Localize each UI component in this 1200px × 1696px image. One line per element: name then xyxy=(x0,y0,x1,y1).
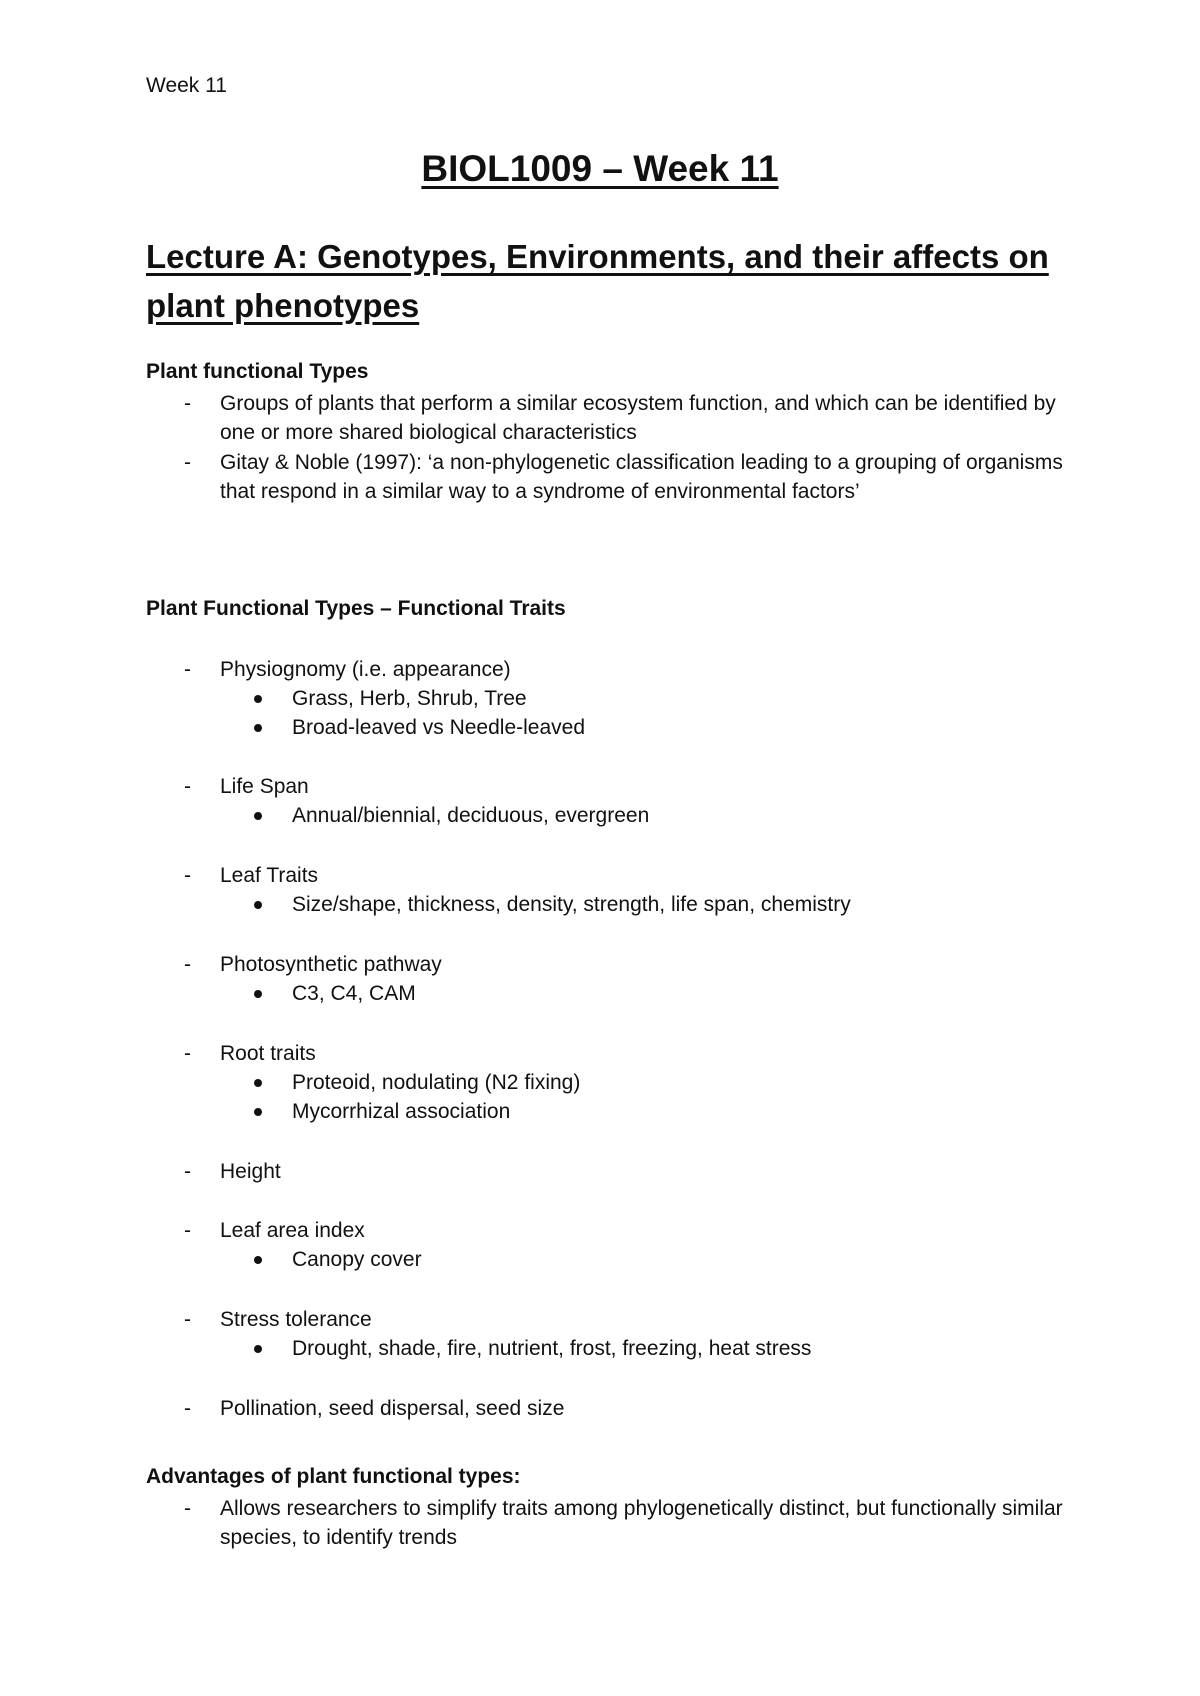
trait-subitem xyxy=(146,1068,1086,1097)
trait-label: Root traits xyxy=(220,1042,316,1065)
section-heading-plant-functional-types: Plant functional Types xyxy=(146,360,369,383)
trait-subitem-text: C3, C4, CAM xyxy=(292,982,416,1005)
trait-subitem-text: Drought, shade, fire, nutrient, frost, freezing, heat stress xyxy=(292,1337,812,1360)
bullet-dot-icon xyxy=(254,724,262,732)
trait-item-leaf-area-index xyxy=(146,1216,1086,1245)
trait-subitem xyxy=(146,801,1086,830)
trait-subitem-text: Broad-leaved vs Needle-leaved xyxy=(292,716,586,739)
bullet-dot-icon xyxy=(254,990,262,998)
list-item-text: Gitay & Noble (1997): ‘a non-phylogenetic classification leading to a grouping of organisms that respond in a similar way to a syndrome of environmental factors’ xyxy=(220,451,1063,503)
trait-item-physiognomy xyxy=(146,655,1086,684)
trait-subitem xyxy=(146,1334,1086,1363)
dash-marker: - xyxy=(184,658,191,681)
bullet-dot-icon xyxy=(254,812,262,820)
trait-item-pollination xyxy=(146,1394,1086,1423)
trait-item-root-traits xyxy=(146,1039,1086,1068)
trait-subitem xyxy=(146,713,1086,742)
trait-label: Pollination, seed dispersal, seed size xyxy=(220,1397,565,1420)
trait-item-stress-tolerance xyxy=(146,1305,1086,1334)
bullet-dot-icon xyxy=(254,1256,262,1264)
page-header: Week 11 xyxy=(146,74,227,97)
trait-label: Physiognomy (i.e. appearance) xyxy=(220,658,511,681)
trait-subitem-text: Canopy cover xyxy=(292,1248,422,1271)
trait-subitem xyxy=(146,1097,1086,1126)
dash-marker: - xyxy=(184,1308,191,1331)
dash-marker: - xyxy=(184,864,191,887)
list-item xyxy=(146,1494,1086,1552)
section-heading-advantages: Advantages of plant functional types: xyxy=(146,1465,521,1488)
trait-label: Stress tolerance xyxy=(220,1308,372,1331)
dash-marker: - xyxy=(184,953,191,976)
list-item-text: Groups of plants that perform a similar ecosystem function, and which can be identified by one or more shared biological characteristics xyxy=(220,392,1056,444)
trait-subitem xyxy=(146,890,1086,919)
trait-label: Photosynthetic pathway xyxy=(220,953,442,976)
trait-label: Life Span xyxy=(220,775,309,798)
dash-marker: - xyxy=(184,775,191,798)
trait-item-photosynthetic-pathway xyxy=(146,950,1086,979)
dash-marker: - xyxy=(184,1160,191,1183)
dash-marker: - xyxy=(184,1042,191,1065)
dash-marker: - xyxy=(184,1219,191,1242)
trait-subitem xyxy=(146,1245,1086,1274)
trait-subitem-text: Grass, Herb, Shrub, Tree xyxy=(292,687,527,710)
trait-label: Leaf area index xyxy=(220,1219,365,1242)
dash-marker: - xyxy=(184,392,191,415)
dash-marker: - xyxy=(184,1397,191,1420)
bullet-dot-icon xyxy=(254,1079,262,1087)
dash-marker: - xyxy=(184,1497,191,1520)
bullet-dot-icon xyxy=(254,1345,262,1353)
trait-label: Height xyxy=(220,1160,281,1183)
trait-subitem-text: Mycorrhizal association xyxy=(292,1100,511,1123)
trait-subitem-text: Annual/biennial, deciduous, evergreen xyxy=(292,804,650,827)
bullet-dot-icon xyxy=(254,1108,262,1116)
trait-item-life-span xyxy=(146,772,1086,801)
trait-item-leaf-traits xyxy=(146,861,1086,890)
section-heading-functional-traits: Plant Functional Types – Functional Traits xyxy=(146,597,566,620)
trait-subitem xyxy=(146,979,1086,1008)
bullet-dot-icon xyxy=(254,901,262,909)
list-item-text: Allows researchers to simplify traits among phylogenetically distinct, but functionally similar species, to identify trends xyxy=(220,1497,1063,1549)
trait-subitem xyxy=(146,684,1086,713)
list-item xyxy=(146,389,1086,447)
list-item xyxy=(146,448,1086,506)
dash-marker: - xyxy=(184,451,191,474)
trait-subitem-text: Size/shape, thickness, density, strength, life span, chemistry xyxy=(292,893,851,916)
trait-subitem-text: Proteoid, nodulating (N2 fixing) xyxy=(292,1071,581,1094)
lecture-title: Lecture A: Genotypes, Environments, and their affects on plant phenotypes xyxy=(146,238,1049,324)
trait-label: Leaf Traits xyxy=(220,864,319,887)
document-title: BIOL1009 – Week 11 xyxy=(421,148,779,189)
bullet-dot-icon xyxy=(254,695,262,703)
trait-item-height xyxy=(146,1157,1086,1186)
